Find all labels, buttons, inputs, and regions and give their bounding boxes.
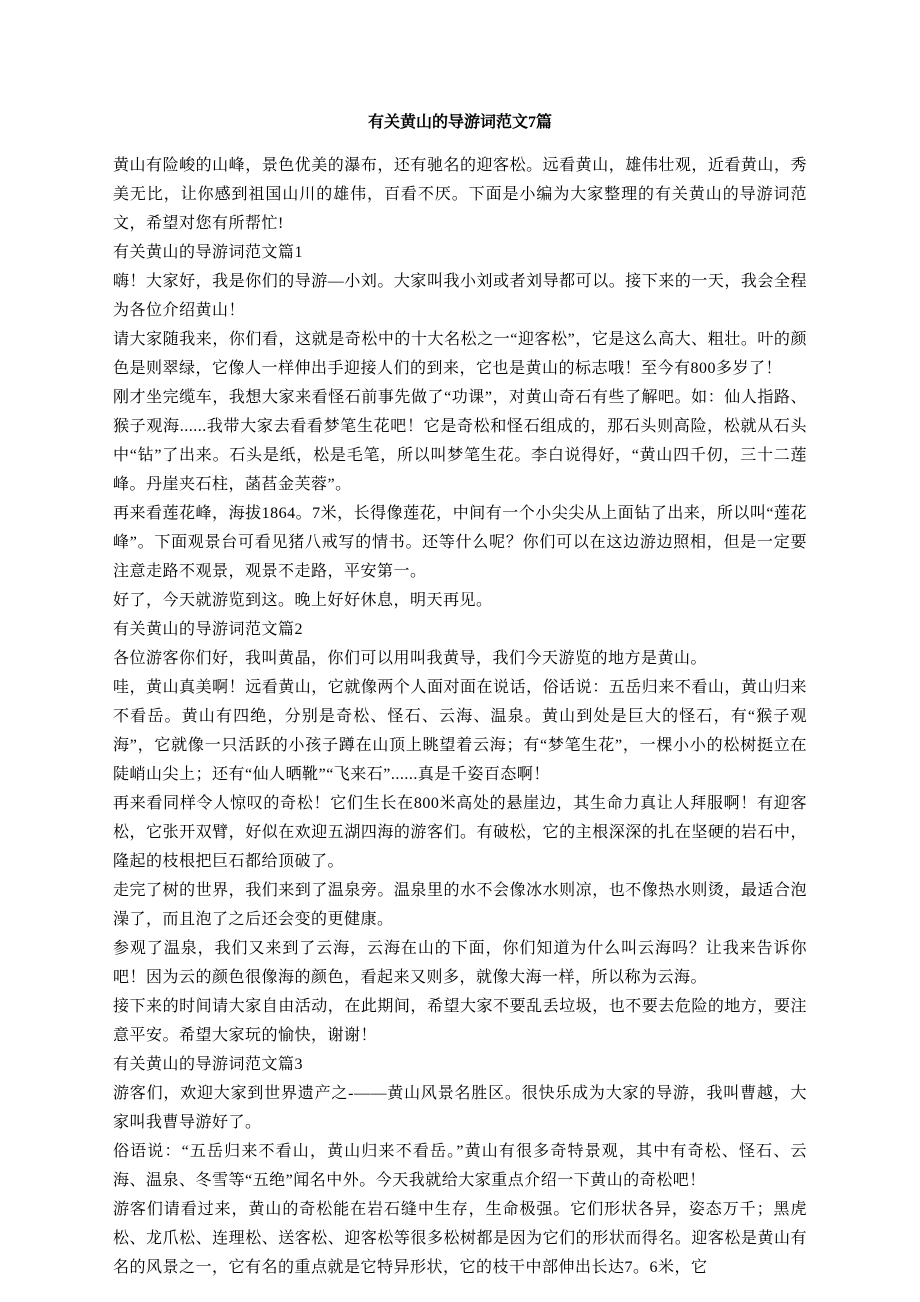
paragraph: 请大家随我来，你们看，这就是奇松中的十大名松之一“迎客松”，它是这么高大、粗壮。叶的颜色是则翠绿，它像人一样伸出手迎接人们的到来，它也是黄山的标志哦！至今有800多岁了！ bbox=[113, 331, 807, 377]
paragraph: 有关黄山的导游词范文篇1 bbox=[113, 244, 304, 261]
paragraph: 哇，黄山真美啊！远看黄山，它就像两个人面对面在说话，俗话说：五岳归来不看山，黄山归来不看岳。黄山有四绝，分别是奇松、怪石、云海、温泉。黄山到处是巨大的怪石，有“猴子观海”，它就像一只活跃的小孩子蹲在山顶上眺望着云海；有“梦笔生花”，一棵小小的松树挺立在陡峭山尖上；还有“仙人晒靴”“飞来石”......真是千姿百态啊！ bbox=[113, 679, 807, 783]
paragraph: 黄山有险峻的山峰，景色优美的瀑布，还有驰名的迎客松。远看黄山，雄伟壮观，近看黄山，秀美无比，让你感到祖国山川的雄伟，百看不厌。下面是小编为大家整理的有关黄山的导游词范文，希望对您有所帮忙! bbox=[113, 157, 807, 232]
paragraph: 刚才坐完缆车，我想大家来看怪石前事先做了“功课”，对黄山奇石有些了解吧。如：仙人指路、猴子观海......我带大家去看看梦笔生花吧！它是奇松和怪石组成的，那石头则高险，松就从石头中“钻”了出来。石头是纸，松是毛笔，所以叫梦笔生花。李白说得好，“黄山四千仞，三十二莲峰。丹崖夹石柱，菡萏金芙蓉”。 bbox=[113, 389, 807, 493]
paragraph: 俗语说：“五岳归来不看山，黄山归来不看岳。”黄山有很多奇特景观，其中有奇松、怪石、云海、温泉、冬雪等“五绝”闻名中外。今天我就给大家重点介绍一下黄山的奇松吧！ bbox=[113, 1143, 807, 1189]
paragraph: 好了，今天就游览到这。晚上好好休息，明天再见。 bbox=[113, 592, 493, 609]
paragraph: 嗨！大家好，我是你们的导游—小刘。大家叫我小刘或者刘导都可以。接下来的一天，我会全程为各位介绍黄山！ bbox=[113, 273, 807, 319]
paragraph: 接下来的时间请大家自由活动，在此期间，希望大家不要乱丢垃圾，也不要去危险的地方，要注意平安。希望大家玩的愉快，谢谢！ bbox=[113, 998, 807, 1044]
paragraph: 再来看同样令人惊叹的奇松！它们生长在800米高处的悬崖边，其生命力真让人拜服啊！有迎客松，它张开双臂，好似在欢迎五湖四海的游客们。有破松，它的主根深深的扎在坚硬的岩石中，隆起的枝根把巨石都给顶破了。 bbox=[113, 795, 807, 870]
paragraph: 游客们，欢迎大家到世界遗产之-——黄山风景名胜区。很快乐成为大家的导游，我叫曹越，大家叫我曹导游好了。 bbox=[113, 1085, 807, 1131]
paragraph: 走完了树的世界，我们来到了温泉旁。温泉里的水不会像冰水则凉，也不像热水则烫，最适合泡澡了，而且泡了之后还会变的更健康。 bbox=[113, 882, 807, 928]
paragraph: 参观了温泉，我们又来到了云海，云海在山的下面，你们知道为什么叫云海吗？让我来告诉你吧！因为云的颜色很像海的颜色，看起来又则多，就像大海一样，所以称为云海。 bbox=[113, 940, 807, 986]
paragraph: 有关黄山的导游词范文篇3 bbox=[113, 1056, 304, 1073]
paragraph: 各位游客你们好，我叫黄晶，你们可以用叫我黄导，我们今天游览的地方是黄山。 bbox=[113, 650, 708, 667]
document-body bbox=[113, 151, 807, 1282]
paragraph: 再来看莲花峰，海拔1864。7米，长得像莲花，中间有一个小尖尖从上面钻了出来，所以叫“莲花峰”。下面观景台可看见猪八戒写的情书。还等什么呢？你们可以在这边游边照相，但是一定要注意走路不观景，观景不走路，平安第一。 bbox=[113, 505, 807, 580]
document-title: 有关黄山的导游词范文7篇 bbox=[367, 114, 552, 131]
paragraph: 游客们请看过来，黄山的奇松能在岩石缝中生存，生命极强。它们形状各异，姿态万千；黑虎松、龙爪松、连理松、送客松、迎客松等很多松树都是因为它们的形状而得名。迎客松是黄山有名的风景之一，它有名的重点就是它特异形状，它的枝干中部伸出长达7。6米，它 bbox=[113, 1201, 807, 1276]
paragraph: 有关黄山的导游词范文篇2 bbox=[113, 621, 304, 638]
